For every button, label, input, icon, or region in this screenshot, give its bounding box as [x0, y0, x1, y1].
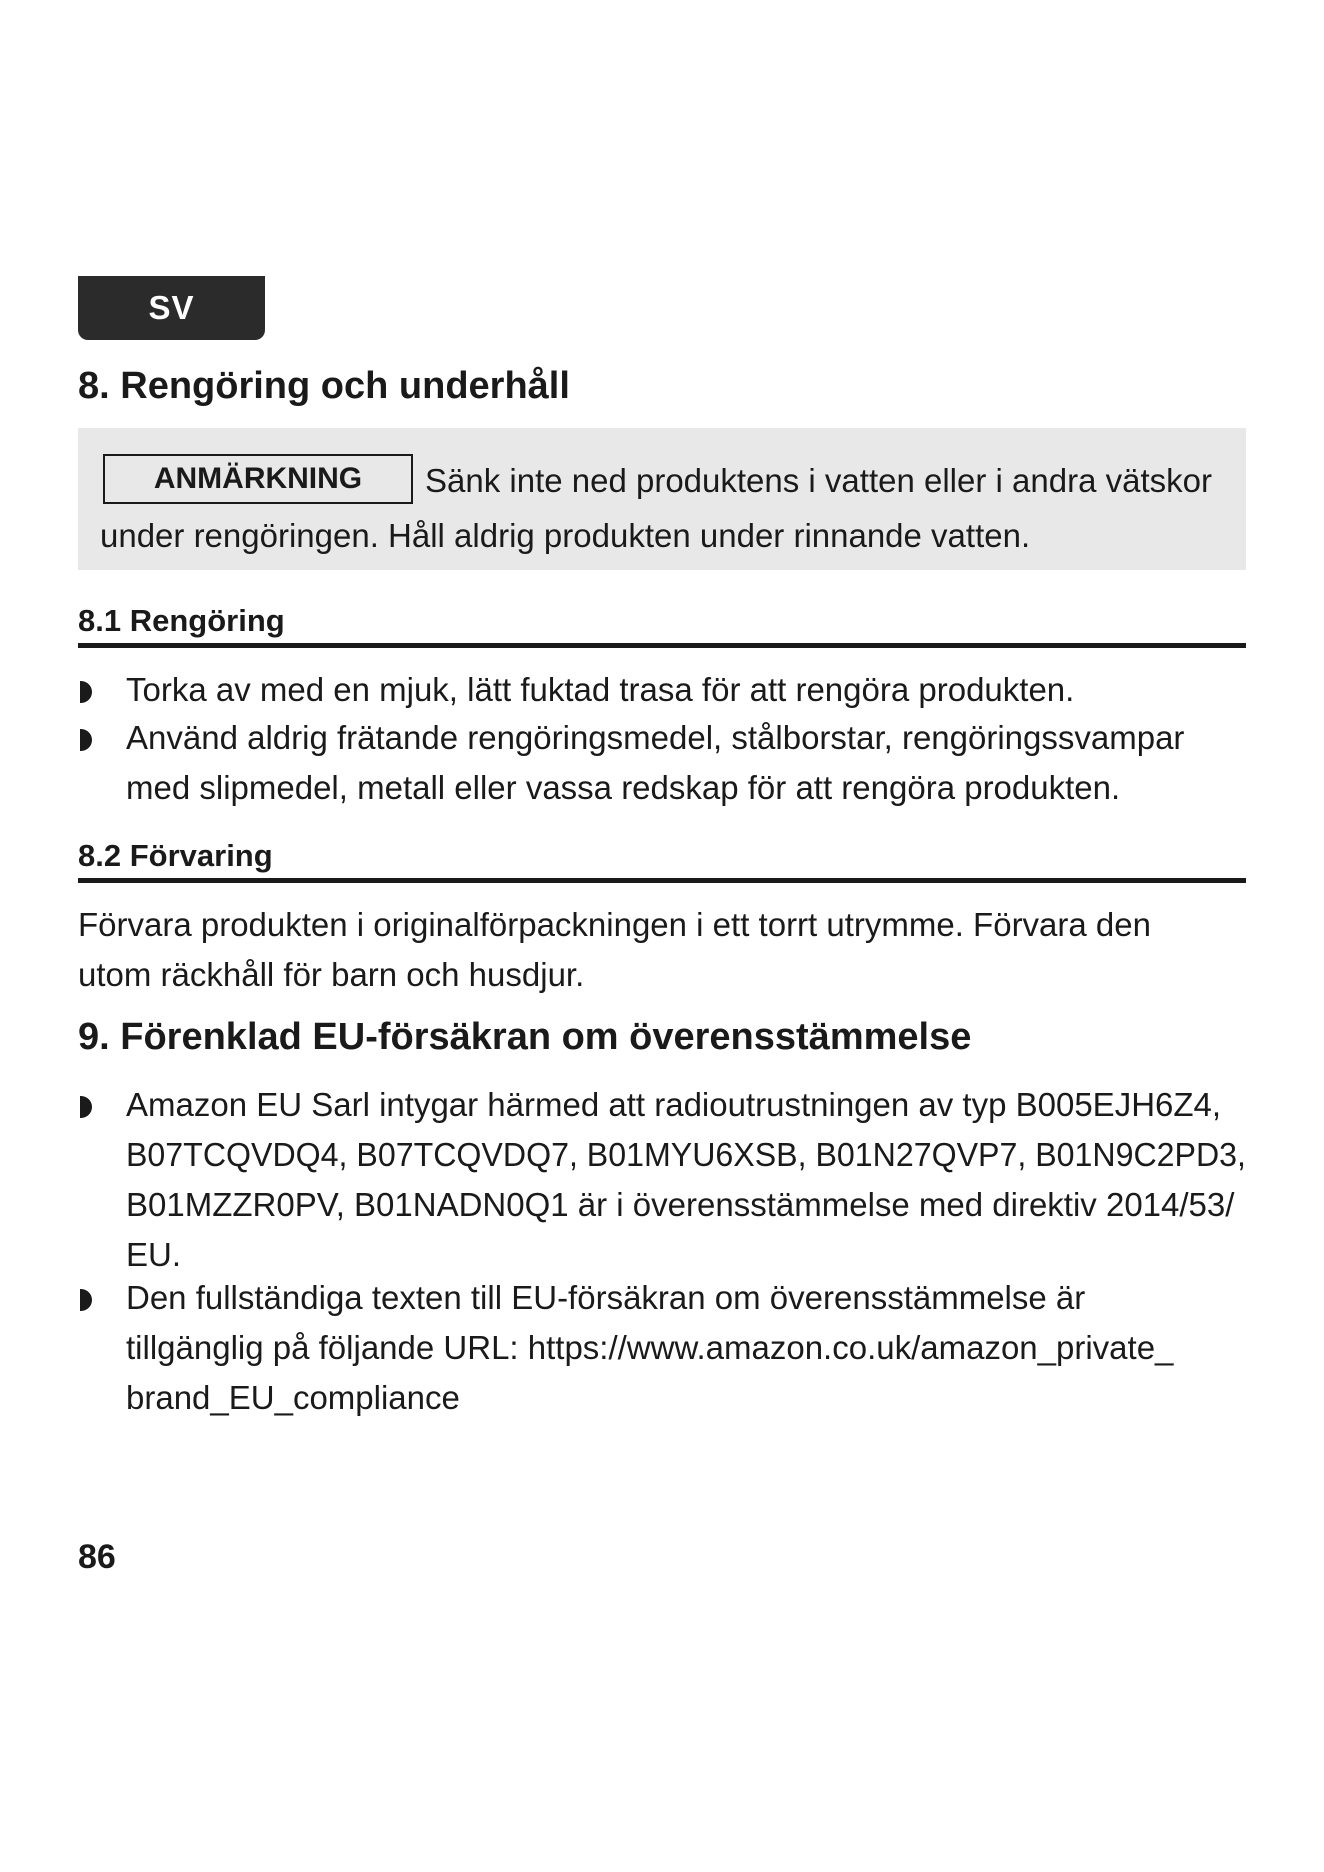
bullet-icon: [80, 1289, 92, 1311]
section-8-1-title: 8.1 Rengöring: [78, 603, 1246, 648]
note-text-line-1: Sänk inte ned produktens i vatten eller i andra vätskor: [425, 462, 1212, 499]
language-tab: SV: [78, 276, 265, 340]
list-item-9-1-line-2: B07TCQVDQ4, B07TCQVDQ7, B01MYU6XSB, B01N27QVP7, B01N9C2PD3,: [126, 1136, 1247, 1173]
page-number: 86: [78, 1538, 116, 1576]
section-8-2-title: 8.2 Förvaring: [78, 838, 1246, 883]
list-item-9-2-line-2: tillgänglig på följande URL: https://www.amazon.co.uk/amazon_private_: [126, 1329, 1174, 1366]
bullet-icon: [80, 729, 92, 751]
list-item-8-1-1-line-1: Torka av med en mjuk, lätt fuktad trasa för att rengöra produkten.: [126, 671, 1075, 708]
section-8-title: 8. Rengöring och underhåll: [78, 365, 570, 407]
bullet-icon: [80, 1096, 92, 1118]
list-item-9-2-line-1: Den fullständiga texten till EU-försäkran om överensstämmelse är: [126, 1279, 1086, 1316]
list-item-9-2-line-3: brand_EU_compliance: [126, 1379, 460, 1416]
list-item-9-1-line-3: B01MZZR0PV, B01NADN0Q1 är i överensstämmelse med direktiv 2014/53/: [126, 1186, 1235, 1223]
bullet-icon: [80, 681, 92, 703]
section-8-2-text-line-1: Förvara produkten i originalförpackningen i ett torrt utrymme. Förvara den: [78, 906, 1151, 943]
note-label: ANMÄRKNING: [103, 454, 413, 504]
note-text-line-2: under rengöringen. Håll aldrig produkten under rinnande vatten.: [100, 517, 1031, 554]
list-item-9-1-line-4: EU.: [126, 1236, 182, 1273]
list-item-8-1-2-line-2: med slipmedel, metall eller vassa redskap för att rengöra produkten.: [126, 769, 1121, 806]
section-9-title: 9. Förenklad EU-försäkran om överensstämmelse: [78, 1016, 972, 1058]
section-8-2-text-line-2: utom räckhåll för barn och husdjur.: [78, 956, 585, 993]
list-item-8-1-2-line-1: Använd aldrig frätande rengöringsmedel, stålborstar, rengöringssvampar: [126, 719, 1185, 756]
list-item-9-1-line-1: Amazon EU Sarl intygar härmed att radioutrustningen av typ B005EJH6Z4,: [126, 1086, 1222, 1123]
